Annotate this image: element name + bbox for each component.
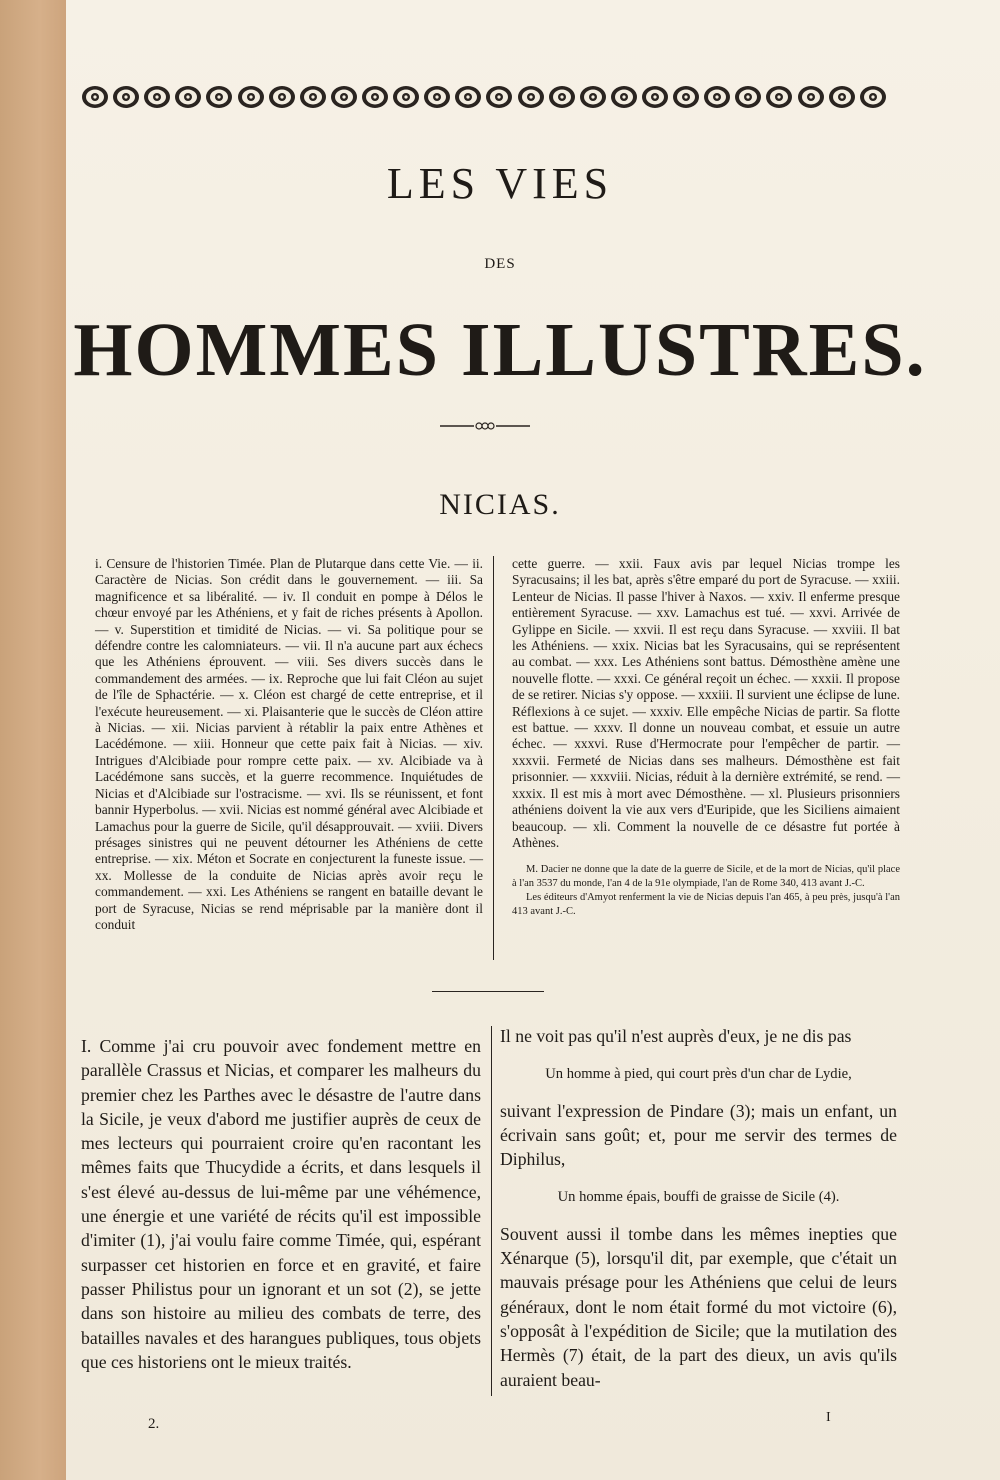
rosette-ornament-icon (453, 84, 483, 110)
column-divider-body (491, 1026, 492, 1396)
rosette-ornament-icon (578, 84, 608, 110)
summary-left-column: i. Censure de l'historien Timée. Plan de Plutarque dans cette Vie. — ii. Caractère de Nicias. Son crédit dans le gouvernement. — iii. Sa magnificence et sa libéralité. — iv. Il conduit en pompe à Délos le chœur envoyé par les Athéniens, et y fait de riches présents à Apollon. — v. Superstition et timidité de Nicias. — vi. Sa politique pour se défendre contre les calomniateurs. — vii. Il n'a aucune part aux échecs que les Athéniens éprouvent. — viii. Ses divers succès dans le commandement des armées. — ix. Reproche que lui fait Cléon au sujet de l'île de Sphactérie. — x. Cléon est chargé de cette entreprise, et il l'exécute heureusement. — xi. Plaisanterie que le succès de Cléon attire à Nicias. — xii. Nicias parvient à rétablir la paix entre Athènes et Lacédémone. — xiii. Honneur que cette paix fait à Nicias. — xiv. Intrigues d'Alcibiade pour rompre cette paix. — xv. Alcibiade va à Lacédémone sans succès, et la guerre recommence. Inquiétudes de Nicias et d'Alcibiade sur l'ostracisme. — xvi. Ils se réunissent, et font bannir Hyperbolus. — xvii. Nicias est nommé général avec Alcibiade et Lamachus pour la guerre de Sicile, qu'il désapprouvait. — xviii. Divers présages sinistres qui ne peuvent détourner les Athéniens de cette entreprise. — xix. Méton et Socrate en conjecturent la funeste issue. — xx. Mollesse de la conduite de Nicias après avoir reçu le commandement. — xxi. Les Athéniens se rangent en bataille devant le port de Syracuse, Nicias se rend méprisable par la manière dont il conduit (95, 556, 483, 932)
rosette-ornament-icon (111, 84, 141, 110)
page-edge-binding (0, 0, 66, 1480)
summary-right-text: cette guerre. — xxii. Faux avis par lequel Nicias trompe les Syracusains; il les bat, après s'être emparé du port de Syracuse. — xxiii. Lenteur de Nicias. Il passe l'hiver à Naxos. — xxiv. Il enferme presque entièrement Syracuse. — xxv. Lamachus est tué. — xxvi. Arrivée de Gylippe en Sicile. — xxvii. Il est reçu dans Syracuse. — xxviii. Il bat les Athéniens. — xxix. Nicias bat les Syracusains, qui se représentent au combat. — xxx. Les Athéniens sont battus. Démosthène amène une nouvelle flotte. — xxxi. Ce général reçoit un échec. — xxxii. Il propose de se retirer. Nicias s'y oppose. — xxxiii. Il survient une éclipse de lune. Réflexions à ce sujet. — xxxiv. Elle empêche Nicias de partir. Sa flotte est battue. — xxxv. Il donne un nouveau combat, et essuie un autre échec. — xxxvi. Ruse d'Hermocrate pour l'empêcher de partir. — xxxvii. Fermeté de Nicias dans ses malheurs. Démosthène est fait prisonnier. — xxxviii. Nicias, réduit à la dernière extrémité, se rend. — xxxix. Il est mis à mort avec Démosthène. — xl. Plusieurs prisonniers athéniens doivent la vie aux vers d'Euripide, que les Siciliens aimaient beaucoup. — xli. Comment la nouvelle de ce désastre fut portée à Athènes. (512, 556, 900, 850)
section-separator (432, 991, 544, 992)
rosette-ornament-icon (764, 84, 794, 110)
verse-quote: Un homme à pied, qui court près d'un char de Lydie, (545, 1066, 852, 1083)
signature-mark: 2. (148, 1416, 160, 1432)
rosette-ornament-icon (391, 84, 421, 110)
rosette-ornament-icon (516, 84, 546, 110)
rosette-ornament-icon (547, 84, 577, 110)
rosette-ornament-icon (173, 84, 203, 110)
rosette-ornament-icon (827, 84, 857, 110)
body-right-column (500, 1024, 897, 1392)
rosette-ornament-icon (236, 84, 266, 110)
rosette-ornament-icon (142, 84, 172, 110)
rosette-ornament-icon (796, 84, 826, 110)
note-dacier: M. Dacier ne donne que la date de la guerre de Sicile, et de la mort de Nicias, qu'il place à l'an 3537 du monde, l'an 4 de la 91e olympiade, l'an de Rome 340, 413 avant J.-C. (512, 864, 900, 890)
verse-quote: Un homme épais, bouffi de graisse de Sicile (4). (557, 1189, 840, 1206)
title-les-vies: LES VIES (386, 159, 614, 208)
rosette-ornament-icon (858, 84, 888, 110)
rosette-ornament-icon (329, 84, 359, 110)
rosette-ornament-icon (267, 84, 297, 110)
rosette-ornament-icon (80, 84, 110, 110)
ornamental-header-band (80, 82, 888, 112)
chapter-title: NICIAS. (439, 488, 561, 521)
title-des: DES (484, 256, 516, 272)
rosette-ornament-icon (609, 84, 639, 110)
note-amyot: Les éditeurs d'Amyot renferment la vie de Nicias depuis l'an 465, à peu près, jusqu'à l'an 413 avant J.-C. (512, 892, 900, 918)
page-mark: I (826, 1410, 831, 1425)
rosette-ornament-icon (484, 84, 514, 110)
chronology-notes (512, 863, 900, 919)
summary-right-column (512, 556, 900, 919)
rosette-ornament-icon (702, 84, 732, 110)
rosette-ornament-icon (204, 84, 234, 110)
rosette-ornament-icon (671, 84, 701, 110)
body-paragraph: Souvent aussi il tombe dans les mêmes inepties que Xénarque (5), lorsqu'il dit, par exemple, que c'était un mauvais présage pour les Athéniens que celui de leurs généraux, dont le nom était formé du mot victoire (6), s'opposât à l'expédition de Sicile; que la mutilation des Hermès (7) était, de la part des dieux, un avis qu'ils auraient beau- (500, 1223, 897, 1390)
fleuron-ornament-icon (440, 420, 530, 432)
rosette-ornament-icon (422, 84, 452, 110)
rosette-ornament-icon (733, 84, 763, 110)
body-paragraph: Il ne voit pas qu'il n'est auprès d'eux, je ne dis pas (500, 1026, 852, 1046)
column-divider-summary (493, 556, 494, 960)
body-left-column: I. Comme j'ai cru pouvoir avec fondement mettre en parallèle Crassus et Nicias, et comparer les malheurs du premier chez les Parthes avec le désastre de l'autre dans la Sicile, je veux d'abord me justifier auprès de ceux de mes lecteurs qui pourraient croire qu'en racontant les mêmes faits que Thucydide a écrits, et dans lesquels il s'est élevé au-dessus de lui-même par une véhémence, une énergie et une variété de récits qu'il est impossible d'imiter (1), j'ai voulu faire comme Timée, qui, espérant surpasser cet historien en force et en gravité, et faire passer Philistus pour un ignorant et un sot (2), se jette dans son histoire au milieu des combats de terre, des batailles navales et des harangues publiques, tous objets que ces historiens ont le mieux traités. (81, 1036, 481, 1372)
rosette-ornament-icon (640, 84, 670, 110)
rosette-ornament-icon (298, 84, 328, 110)
rosette-ornament-icon (360, 84, 390, 110)
title-hommes-illustres: HOMMES ILLUSTRES. (73, 308, 927, 392)
body-paragraph: suivant l'expression de Pindare (3); mais un enfant, un écrivain sans goût; et, pour me servir des termes de Diphilus, (500, 1100, 897, 1170)
